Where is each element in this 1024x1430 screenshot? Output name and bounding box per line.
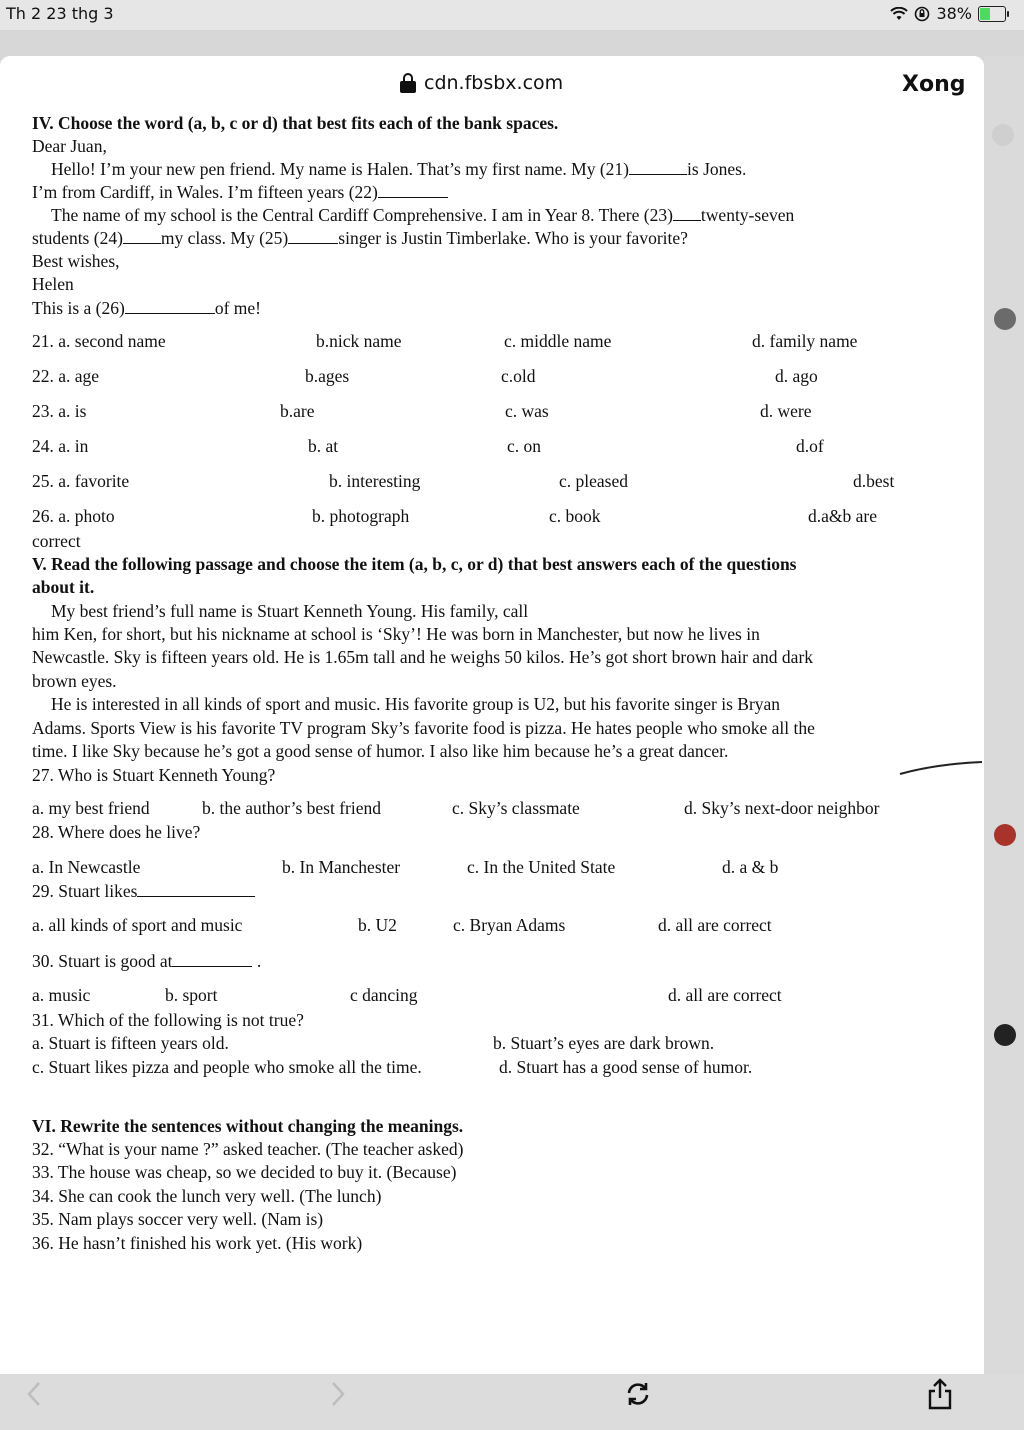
orientation-lock-icon (914, 6, 930, 22)
section-4-heading: IV. Choose the word (a, b, c or d) that best fits each of the bank spaces. (32, 113, 559, 133)
forward-button[interactable] (318, 1374, 358, 1414)
url-bar (0, 56, 984, 116)
bottom-toolbar (0, 1356, 984, 1430)
question-option[interactable]: b. interesting (329, 471, 421, 491)
question-27: 27. Who is Stuart Kenneth Young? (32, 765, 276, 785)
question-option[interactable]: d. all are correct (668, 985, 782, 1005)
question-option[interactable]: 21. a. second name (32, 331, 166, 351)
passage-line: brown eyes. (32, 671, 117, 691)
background-avatar (994, 824, 1016, 846)
question-option[interactable]: c. was (505, 401, 549, 421)
question-option[interactable]: d. Stuart has a good sense of humor. (499, 1057, 753, 1077)
back-button[interactable] (14, 1374, 54, 1414)
browser-sheet (0, 56, 984, 1374)
question-option[interactable]: d. Sky’s next-door neighbor (684, 798, 880, 818)
reload-button[interactable] (618, 1374, 658, 1414)
letter-line: I’m from Cardiff, in Wales. I’m fifteen years (22) (32, 181, 448, 204)
status-time: Th 2 23 thg 3 (6, 4, 114, 23)
question-option[interactable]: c. Sky’s classmate (452, 798, 580, 818)
question-option[interactable]: b. at (308, 436, 339, 456)
url-text: cdn.fbsbx.com (424, 72, 564, 94)
question-option[interactable]: d. all are correct (658, 915, 772, 935)
question-31: 31. Which of the following is not true? (32, 1010, 304, 1030)
letter-closing: Best wishes, (32, 251, 120, 271)
section-5-heading: V. Read the following passage and choose the item (a, b, c, or d) that best answers each of the questions (32, 554, 797, 574)
battery-icon (978, 6, 1006, 22)
rewrite-item: 33. The house was cheap, so we decided to buy it. (Because) (32, 1162, 457, 1182)
question-option[interactable]: a. my best friend (32, 798, 150, 818)
question-option[interactable]: 26. a. photo (32, 506, 115, 526)
share-button[interactable] (920, 1374, 960, 1414)
question-option[interactable]: b. the author’s best friend (202, 798, 382, 818)
rewrite-item: 32. “What is your name ?” asked teacher. (The teacher asked) (32, 1139, 464, 1159)
section-6-heading: VI. Rewrite the sentences without changing the meanings. (32, 1116, 464, 1136)
right-edge-background (984, 56, 1024, 1374)
status-right (890, 4, 1006, 23)
question-option[interactable]: b. sport (165, 985, 218, 1005)
question-option[interactable]: a. music (32, 985, 91, 1005)
question-option[interactable]: c dancing (350, 985, 418, 1005)
question-option[interactable]: c. pleased (559, 471, 628, 491)
pen-stroke-mark (896, 756, 984, 780)
question-29: 29. Stuart likes (32, 880, 255, 903)
passage-line: time. I like Sky because he’s got a good sense of humor. I also like him because he’s a great dancer. (32, 741, 729, 761)
question-option[interactable]: a. Stuart is fifteen years old. (32, 1033, 229, 1053)
question-option[interactable]: b. Stuart’s eyes are dark brown. (493, 1033, 715, 1053)
question-option[interactable]: b.are (280, 401, 315, 421)
battery-percent: 38% (936, 4, 972, 23)
letter-signature: Helen (32, 274, 74, 294)
letter-line: This is a (26) of me! (32, 298, 262, 318)
rewrite-item: 35. Nam plays soccer very well. (Nam is) (32, 1209, 324, 1229)
wrapped-text: correct (32, 531, 81, 551)
background-avatar (994, 308, 1016, 330)
question-option[interactable]: d. a & b (722, 857, 779, 877)
question-option[interactable]: d.best (853, 471, 895, 491)
question-option[interactable]: c. Stuart likes pizza and people who smoke all the time. (32, 1057, 422, 1077)
question-option[interactable]: b.nick name (316, 331, 402, 351)
chevron-left-icon (26, 1381, 42, 1407)
question-option[interactable]: b. photograph (312, 506, 410, 526)
question-option[interactable]: 24. a. in (32, 436, 89, 456)
question-option[interactable]: d. family name (752, 331, 858, 351)
question-option[interactable]: c. middle name (504, 331, 612, 351)
passage-line: My best friend’s full name is Stuart Kenneth Young. His family, call (51, 601, 529, 621)
share-icon (927, 1378, 953, 1410)
rewrite-item: 34. She can cook the lunch very well. (The lunch) (32, 1186, 382, 1206)
question-option[interactable]: 22. a. age (32, 366, 100, 386)
question-option[interactable]: c.old (501, 366, 536, 386)
status-bar (0, 0, 1024, 30)
url-display[interactable] (400, 72, 563, 94)
letter-line: students (24) my class. My (25) singer is Justin Timberlake. Who is your favorite? (32, 228, 688, 248)
question-option[interactable]: a. In Newcastle (32, 857, 141, 877)
passage-line: him Ken, for short, but his nickname at school is ‘Sky’! He was born in Manchester, but now he lives in (32, 624, 760, 644)
question-option[interactable]: c. on (507, 436, 542, 456)
question-option[interactable]: d.a&b are (808, 506, 877, 526)
question-option[interactable]: 23. a. is (32, 401, 87, 421)
question-option[interactable]: b. In Manchester (282, 857, 401, 877)
letter-greeting: Dear Juan, (32, 136, 107, 156)
background-avatar (992, 124, 1014, 146)
section-5-heading-cont: about it. (32, 577, 95, 597)
lock-icon (400, 73, 416, 93)
question-option[interactable]: c. Bryan Adams (453, 915, 566, 935)
rewrite-item: 36. He hasn’t finished his work yet. (His work) (32, 1233, 363, 1253)
letter-line: The name of my school is the Central Cardiff Comprehensive. I am in Year 8. There (23) twenty-seven (51, 205, 795, 225)
question-option[interactable]: d.of (796, 436, 824, 456)
question-option[interactable]: c. In the United State (467, 857, 616, 877)
question-30: 30. Stuart is good at . (32, 951, 262, 971)
question-option[interactable]: d. ago (775, 366, 818, 386)
background-avatar (994, 1024, 1016, 1046)
letter-line: Hello! I’m your new pen friend. My name is Halen. That’s my first name. My (21) is Jones. (51, 159, 747, 179)
question-option[interactable]: c. book (549, 506, 601, 526)
passage-line: Adams. Sports View is his favorite TV program Sky’s favorite food is pizza. He hates people who smoke all the (32, 718, 815, 738)
question-option[interactable]: a. all kinds of sport and music (32, 915, 243, 935)
question-option[interactable]: 25. a. favorite (32, 471, 130, 491)
passage-line: He is interested in all kinds of sport and music. His favorite group is U2, but his favorite singer is Bryan (51, 694, 781, 714)
chevron-right-icon (330, 1381, 346, 1407)
done-button[interactable]: Xong (902, 72, 966, 97)
passage-line: Newcastle. Sky is fifteen years old. He is 1.65m tall and he weighs 50 kilos. He’s got short brown hair and dark (32, 647, 814, 667)
question-option[interactable]: b.ages (305, 366, 350, 386)
question-option[interactable]: b. U2 (358, 915, 397, 935)
question-28: 28. Where does he live? (32, 822, 201, 842)
refresh-icon (624, 1380, 652, 1408)
wifi-icon (890, 7, 908, 21)
question-option[interactable]: d. were (760, 401, 812, 421)
